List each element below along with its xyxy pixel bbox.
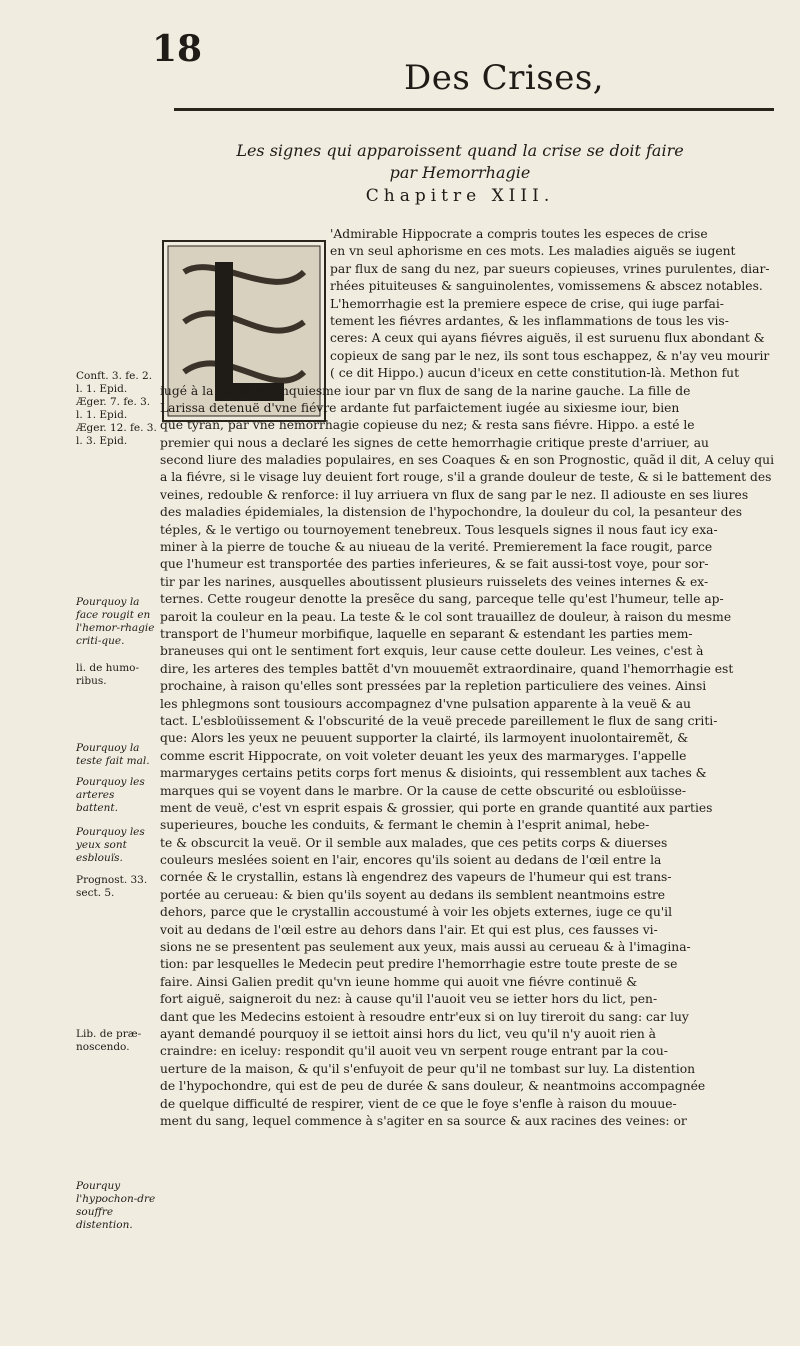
text-line: uerture de la maison, & qu'il s'enfuyoit de peur qu'il ne tombast sur luy. La distention: [160, 1061, 696, 1076]
margin-note: Pourquoy la teste fait mal.: [76, 742, 150, 767]
text-line: que: Alors les yeux ne peuuent supporter la clairté, ils larmoyent inuolontairemẽt, &: [160, 731, 689, 746]
text-line: marques qui se voyent dans le marbre. Or la cause de cette obscurité ou esbloüisse-: [160, 783, 687, 798]
text-line: couleurs meslées soient en l'air, encores qu'ils soient au dedans de l'œil entre la: [160, 853, 662, 868]
text-line: cornée & le crystallin, estans là engendrez des vapeurs de l'humeur qui est trans-: [160, 870, 672, 885]
text-line: 'Admirable Hippocrate a compris toutes les especes de crise: [330, 227, 708, 241]
text-line: comme escrit Hippocrate, on voit voleter deuant les yeux des marmaryges. I'appelle: [160, 748, 687, 763]
text-line: dehors, parce que le crystallin accoustumé à voir les objets externes, iuge ce qu'il: [160, 905, 673, 920]
text-line: Larissa detenuë d'vne fiévre ardante fut parfaictement iugée au sixiesme iour, bien: [160, 400, 680, 415]
chapter-number: Chapitre XIII.: [365, 186, 555, 206]
text-line: dire, les arteres des temples battẽt d'vn mouuemẽt extraordinaire, quand l'hemorrhagie est: [160, 661, 734, 676]
margin-note: Pourquoy les arteres battent.: [76, 776, 145, 814]
text-line: tement les fiévres ardantes, & les inflammations de tous les vis-: [330, 313, 729, 328]
text-line: iugé à la santé le cinquiesme iour par vn flux de sang de la narine gauche. La fille de: [160, 383, 691, 398]
text-line: ( ce dit Hippo.) aucun d'iceux en cette constitution-là. Methon fut: [330, 366, 740, 381]
text-line: rhées pituiteuses & sanguinolentes, vomissemens & abscez notables.: [330, 279, 763, 294]
text-line: L'hemorrhagie est la premiere espece de crise, qui iuge parfai-: [330, 296, 724, 311]
text-line: que tyran, par vne hemorrhagie copieuse du nez; & resta sans fiévre. Hippo. a esté le: [160, 418, 695, 433]
text-line: faire. Ainsi Galien predit qu'vn ieune homme qui auoit vne fiévre continuë &: [160, 974, 638, 989]
text-line: téples, & le vertigo ou tournoyement tenebreux. Tous lesquels signes il nous faut icy exa-: [160, 522, 718, 537]
header-rule: [174, 108, 774, 111]
text-line: te & obscurcit la veuë. Or il semble aux malades, que ces petits corps & diuerses: [160, 835, 668, 850]
margin-note: Pourquoy les yeux sont esblouïs.: [76, 826, 145, 864]
text-line: prochaine, à raison qu'elles sont pressées par la repletion particuliere des veines. Ainsi: [160, 679, 707, 694]
margin-note: Lib. de præ-noscendo.: [76, 1028, 142, 1053]
chapter-heading-line-2: par Hemorrhagie: [389, 163, 531, 182]
text-line: marmaryges certains petits corps fort menus & disioints, qui ressemblent aux taches &: [160, 766, 707, 781]
text-line: par flux de sang du nez, par sueurs copieuses, vrines purulentes, diar-: [330, 261, 770, 276]
text-line: miner à la pierre de touche & au niueau de la verité. Premierement la face rougit, parce: [160, 540, 713, 555]
text-line: portée au cerueau: & bien qu'ils soyent au dedans ils semblent neantmoins estre: [160, 887, 666, 902]
margin-note: Pourquoy la face rougit en l'hemor-rhagie criti-que.: [76, 596, 155, 647]
text-line: paroit la couleur en la peau. La teste & le col sont trauaillez de douleur, à raison du mesme: [160, 609, 732, 624]
text-line: en vn seul aphorisme en ces mots. Les maladies aiguës se iugent: [330, 244, 736, 259]
text-line: de quelque difficulté de respirer, vient de ce que le foye s'enfle à raison du mouue-: [160, 1096, 677, 1111]
text-line: ceres: A ceux qui ayans fiévres aiguës, il est suruenu flux abondant &: [330, 331, 765, 346]
text-line: premier qui nous a declaré les signes de cette hemorrhagie critique preste d'arriuer, au: [160, 435, 709, 450]
text-line: tion: par lesquelles le Medecin peut predire l'hemorrhagie estre toute preste de se: [160, 957, 678, 972]
page-number: 18: [152, 28, 203, 70]
margin-note: li. de humo-ribus.: [76, 662, 140, 687]
text-line: que l'humeur est transportée des parties inferieures, & se fait aussi-tost voye, pour sor-: [160, 557, 709, 572]
margin-note: Prognost. 33. sect. 5.: [76, 874, 148, 899]
text-line: voit au dedans de l'œil estre au dehors dans l'air. Et qui est plus, ces fausses vi-: [160, 922, 658, 937]
text-line: a la fiévre, si le visage luy deuient fort rouge, s'il a grande douleur de teste, & si le battement des: [160, 470, 772, 485]
text-line: ment du sang, lequel commence à s'agiter en sa source & aux racines des veines: or: [160, 1113, 687, 1128]
running-head: Des Crises,: [404, 58, 605, 98]
text-line: sions ne se presentent pas seulement aux yeux, mais aussi au cerueau & à l'imagina-: [160, 940, 691, 955]
main-text: [160, 226, 792, 1130]
margin-note: Conft. 3. fe. 2. l. 1. Epid. Æger. 7. fe. 3. l. 1. Epid. Æger. 12. fe. 3. l. 3. Epid.: [76, 370, 157, 447]
text-line: ternes. Cette rougeur denotte la presẽce du sang, parceque telle qu'est l'humeur, telle ap-: [160, 592, 724, 607]
chapter-heading: [160, 140, 760, 184]
chapter-heading-line-1: Les signes qui apparoissent quand la crise se doit faire: [236, 141, 684, 160]
text-line: tact. L'esbloüissement & l'obscurité de la veuë precede pareillement le flux de sang criti-: [160, 713, 718, 728]
text-line: les phlegmons sont tousiours accompagnez d'vne pulsation apparente à la veuë & au: [160, 696, 691, 711]
text-line: craindre: en iceluy: respondit qu'il auoit veu vn serpent rouge entrant par la cou-: [160, 1044, 668, 1059]
text-line: fort aiguë, saigneroit du nez: à cause qu'il l'auoit veu se ietter hors du lict, pen-: [160, 992, 658, 1007]
text-line: ayant demandé pourquoy il se iettoit ainsi hors du lict, veu qu'il n'y auoit rien à: [160, 1026, 656, 1041]
text-line: transport de l'humeur morbifique, laquelle en separant & estendant les parties mem-: [160, 626, 693, 641]
text-line: de l'hypochondre, qui est de peu de durée & sans douleur, & neantmoins accompagnée: [160, 1079, 706, 1094]
text-line: second liure des maladies populaires, en ses Coaques & en son Prognostic, quãd il dit, A celuy qui: [160, 453, 775, 468]
text-line: dant que les Medecins estoient à resoudre entr'eux si on luy tireroit du sang: car luy: [160, 1009, 689, 1024]
text-line: tir par les narines, ausquelles aboutissent plusieurs ruisselets des veines internes & ex-: [160, 574, 709, 589]
text-line: copieux de sang par le nez, ils sont tous eschappez, & n'ay veu mourir: [330, 348, 770, 363]
text-line: des maladies épidemiales, la distension de l'hypochondre, la douleur du col, la pesanteur des: [160, 505, 743, 520]
text-line: ment de veuë, c'est vn esprit espais & grossier, qui porte en grande quantité aux parties: [160, 800, 713, 815]
margin-note: Pourquy l'hypochon-dre souffre distention.: [76, 1180, 156, 1231]
text-line: superieures, bouche les conduits, & fermant le chemin à l'esprit animal, hebe-: [160, 818, 650, 833]
text-line: braneuses qui ont le sentiment fort exquis, leur cause cette douleur. Les veines, c'est à: [160, 644, 704, 659]
text-line: veines, redouble & renforce: il luy arriuera vn flux de sang par le nez. Il adiouste en ses liures: [160, 487, 749, 502]
